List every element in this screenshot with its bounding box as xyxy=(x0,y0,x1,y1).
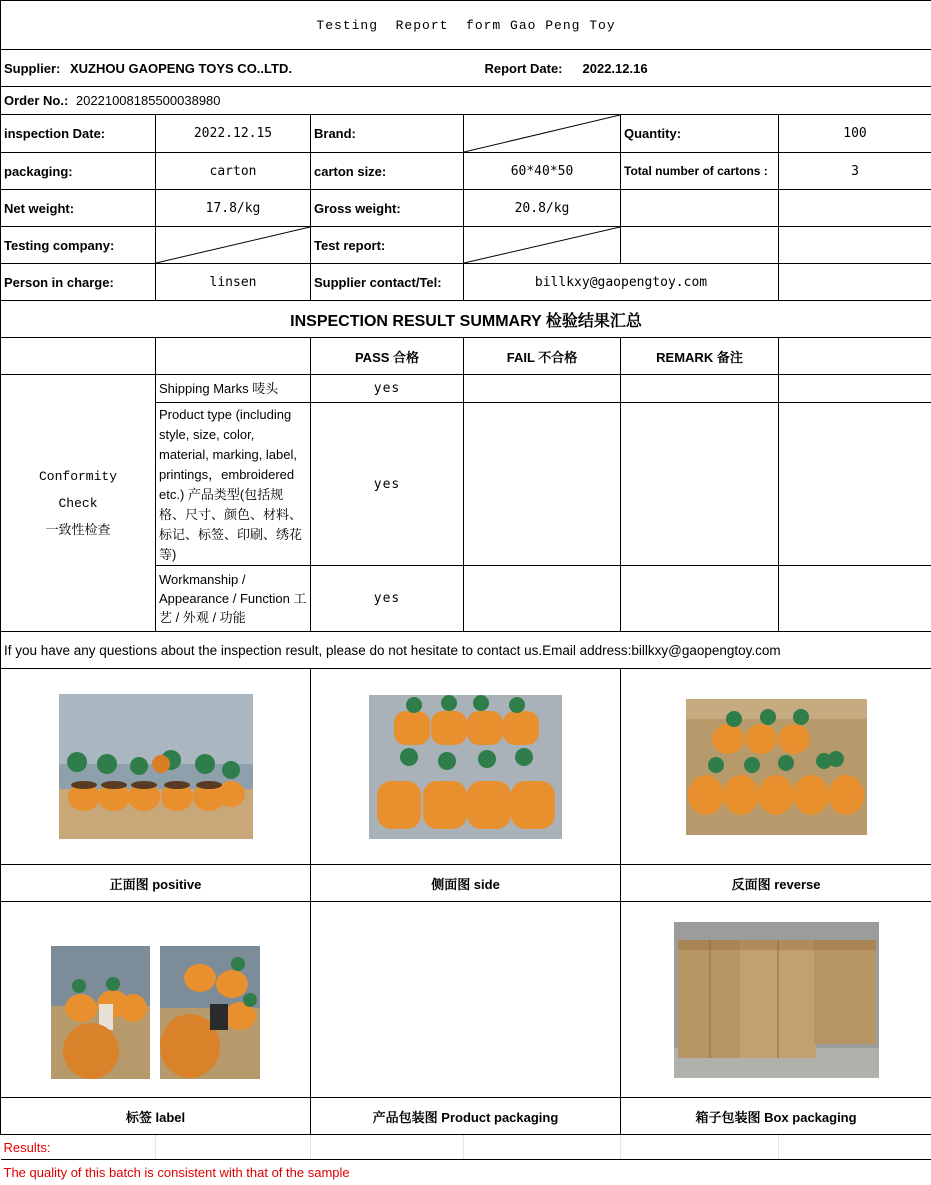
contact-note: If you have any questions about the inspection result, please do not hesitate to contact us.Email address:billkxy@gaopengtoy.com xyxy=(1,632,931,669)
reverse-photo xyxy=(686,699,867,835)
testing-company-label: Testing company: xyxy=(1,227,156,264)
conformity-label-line: Conformity xyxy=(4,463,152,490)
test-report-label: Test report: xyxy=(311,227,464,264)
empty-cell xyxy=(621,227,779,264)
results-text: The quality of this batch is consistent with that of the sample xyxy=(1,1160,931,1185)
person-in-charge-label: Person in charge: xyxy=(1,264,156,301)
empty-cell xyxy=(156,338,311,375)
order-no-label: Order No.: xyxy=(4,93,68,108)
net-weight-label: Net weight: xyxy=(1,190,156,227)
photo-box-packaging-cell xyxy=(621,902,931,1098)
diagonal-line xyxy=(156,227,310,263)
packaging-label: packaging: xyxy=(1,153,156,190)
carton-size-label: carton size: xyxy=(311,153,464,190)
diagonal-line xyxy=(464,227,620,263)
caption-product-packaging: 产品包装图 Product packaging xyxy=(311,1098,621,1135)
empty-cell xyxy=(311,1135,464,1160)
net-weight-value: 17.8/kg xyxy=(156,190,311,227)
remark-header: REMARK 备注 xyxy=(621,338,779,375)
empty-cell xyxy=(779,1135,931,1160)
report-title: Testing Report form Gao Peng Toy xyxy=(1,1,931,50)
summary-item-pass: yes xyxy=(311,375,464,403)
empty-cell xyxy=(779,227,931,264)
caption-label: 标签 label xyxy=(1,1098,311,1135)
positive-photo xyxy=(59,694,253,839)
label-photos xyxy=(4,946,307,1079)
summary-item-fail xyxy=(464,566,621,632)
summary-item-pass: yes xyxy=(311,403,464,566)
empty-cell xyxy=(1,338,156,375)
summary-item-fail xyxy=(464,375,621,403)
order-no-value: 20221008185500038980 xyxy=(76,93,221,108)
test-report-value-empty xyxy=(464,227,621,264)
pass-header: PASS 合格 xyxy=(311,338,464,375)
quantity-value: 100 xyxy=(779,115,931,153)
empty-cell xyxy=(464,1135,621,1160)
total-cartons-value: 3 xyxy=(779,153,931,190)
report-date-value: 2022.12.16 xyxy=(583,61,648,76)
supplier-value: XUZHOU GAOPENG TOYS CO..LTD. xyxy=(70,61,292,76)
summary-item-pass: yes xyxy=(311,566,464,632)
summary-item-remark xyxy=(621,566,779,632)
photo-side-cell xyxy=(311,669,621,865)
supplier-contact-value: billkxy@gaopengtoy.com xyxy=(464,264,779,301)
summary-item-fail xyxy=(464,403,621,566)
empty-cell xyxy=(779,338,931,375)
fail-header: FAIL 不合格 xyxy=(464,338,621,375)
photo-reverse-cell xyxy=(621,669,931,865)
summary-item-name: Workmanship / Appearance / Function 工艺 / 外观 / 功能 xyxy=(156,566,311,632)
photo-product-packaging-cell xyxy=(311,902,621,1098)
person-in-charge-value: linsen xyxy=(156,264,311,301)
supplier-label: Supplier: xyxy=(4,61,60,76)
summary-item-name: Product type (including style, size, color, material, marking, label, printings，embroidered etc.) 产品类型(包括规格、尺寸、颜色、材料、标记、标签、印刷、绣花等) xyxy=(156,403,311,566)
gross-weight-label: Gross weight: xyxy=(311,190,464,227)
empty-cell xyxy=(156,1135,311,1160)
packaging-value: carton xyxy=(156,153,311,190)
carton-size-value: 60*40*50 xyxy=(464,153,621,190)
supplier-row xyxy=(1,50,931,87)
inspection-date-label: inspection Date: xyxy=(1,115,156,153)
inspection-date-value: 2022.12.15 xyxy=(156,115,311,153)
summary-item-remark xyxy=(621,375,779,403)
side-photo xyxy=(369,695,562,839)
photo-label-cell xyxy=(1,902,311,1098)
photo-positive-cell xyxy=(1,669,311,865)
supplier-contact-label: Supplier contact/Tel: xyxy=(311,264,464,301)
brand-value-empty xyxy=(464,115,621,153)
empty-cell xyxy=(779,375,931,403)
empty-cell xyxy=(621,190,779,227)
caption-reverse: 反面图 reverse xyxy=(621,865,931,902)
empty-cell xyxy=(779,264,931,301)
report-date-label: Report Date: xyxy=(485,61,563,76)
summary-item-remark xyxy=(621,403,779,566)
label-photo-2 xyxy=(160,946,260,1079)
conformity-label-line: Check xyxy=(4,490,152,517)
order-row xyxy=(1,87,931,115)
gross-weight-value: 20.8/kg xyxy=(464,190,621,227)
caption-positive: 正面图 positive xyxy=(1,865,311,902)
empty-cell xyxy=(779,190,931,227)
brand-label: Brand: xyxy=(311,115,464,153)
caption-side: 侧面图 side xyxy=(311,865,621,902)
empty-cell xyxy=(779,566,931,632)
summary-heading: INSPECTION RESULT SUMMARY 检验结果汇总 xyxy=(1,301,931,338)
empty-cell xyxy=(779,403,931,566)
conformity-label-line: 一致性检查 xyxy=(4,517,152,544)
total-cartons-label: Total number of cartons : xyxy=(621,153,779,190)
results-label: Results: xyxy=(1,1135,156,1160)
conformity-check-label xyxy=(1,375,156,632)
quantity-label: Quantity: xyxy=(621,115,779,153)
label-photo-1 xyxy=(51,946,150,1079)
summary-item-name: Shipping Marks 唛头 xyxy=(156,375,311,403)
testing-company-value-empty xyxy=(156,227,311,264)
diagonal-line xyxy=(464,115,620,152)
box-packaging-photo xyxy=(674,922,879,1078)
empty-cell xyxy=(621,1135,779,1160)
caption-box-packaging: 箱子包装图 Box packaging xyxy=(621,1098,931,1135)
